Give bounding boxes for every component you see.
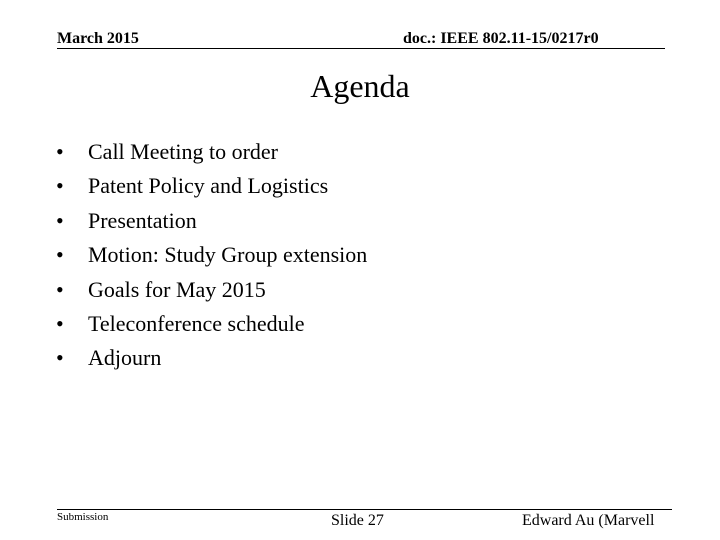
agenda-item-text: Presentation [88,207,197,233]
bullet-icon: • [56,345,64,371]
header-divider [57,48,665,49]
bullet-icon: • [56,242,64,268]
agenda-item-text: Goals for May 2015 [88,276,266,302]
bullet-icon: • [56,207,64,233]
agenda-item-text: Patent Policy and Logistics [88,173,329,199]
footer-author: Edward Au (Marvell [522,512,655,529]
header-date: March 2015 [57,30,139,47]
agenda-item-text: Teleconference schedule [88,310,305,336]
bullet-icon: • [56,276,64,302]
footer-divider [57,509,672,510]
agenda-item-text: Call Meeting to order [88,139,279,164]
agenda-item-text: Adjourn [88,345,162,371]
footer-submission: Submission [57,511,109,523]
bullet-icon: • [56,139,64,164]
bullet-icon: • [56,173,64,199]
agenda-item-text: Motion: Study Group extension [88,242,368,268]
slide-title: Agenda [310,68,410,104]
header-doc-id: doc.: IEEE 802.11-15/0217r0 [403,30,599,47]
bullet-icon: • [56,310,64,336]
footer-slide-number: Slide 27 [331,512,384,529]
